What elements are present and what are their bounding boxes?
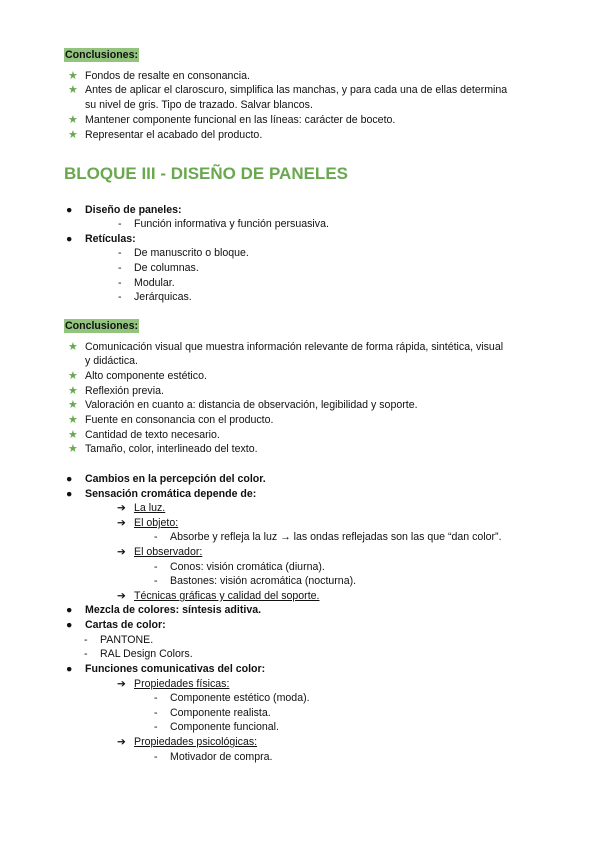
sub-item: El objeto: [134,517,179,529]
sub-item: Propiedades psicológicas: [134,736,258,748]
list-item: Funciones comunicativas del color: [85,663,266,675]
arrow-icon: ➔ [117,517,126,529]
bullet-icon: ● [66,619,73,631]
list-item: Cartas de color: [85,619,166,631]
block-title: BLOQUE III - DISEÑO DE PANELES [64,164,348,183]
sub-item: De manuscrito o bloque. [134,247,249,259]
list-item: Comunicación visual que muestra información relevante de forma rápida, sintética, visual [85,341,504,353]
star-icon: ★ [68,385,78,397]
arrow-icon: ➔ [117,736,126,748]
list-item: Fondos de resalte en consonancia. [85,70,250,82]
dash-icon: - [154,531,158,543]
sub-item: La luz. [134,502,166,514]
list-item: Representar el acabado del producto. [85,129,263,141]
list-item-continuation: y didáctica. [85,355,138,367]
list-item: Cantidad de texto necesario. [85,429,220,441]
sub-item: Modular. [134,277,175,289]
dash-icon: - [154,707,158,719]
conclusions-heading: Conclusiones: [65,49,138,61]
conclusions-heading: Conclusiones: [65,320,138,332]
dash-icon: - [118,247,122,259]
list-item: Cambios en la percepción del color. [85,473,266,485]
list-item: Retículas: [85,233,136,245]
list-item: Diseño de paneles: [85,204,182,216]
sub-item: Función informativa y función persuasiva. [134,218,329,230]
sub-sub-item: Componente estético (moda). [170,692,310,704]
sub-item: Técnicas gráficas y calidad del soporte. [134,590,320,602]
arrow-icon: ➔ [117,546,126,558]
star-icon: ★ [68,84,78,96]
sub-sub-item: Bastones: visión acromática (nocturna). [170,575,357,587]
sub-item: Propiedades físicas: [134,678,230,690]
list-item: Tamaño, color, interlineado del texto. [85,443,258,455]
list-item: Valoración en cuanto a: distancia de observación, legibilidad y soporte. [85,399,418,411]
dash-icon: - [154,561,158,573]
list-item-continuation: su nivel de gris. Tipo de trazado. Salvar blancos. [85,99,313,111]
dash-icon: - [118,277,122,289]
sub-item: PANTONE. [100,634,154,646]
bullet-icon: ● [66,204,73,216]
list-item: Reflexión previa. [85,385,164,397]
list-item: Antes de aplicar el claroscuro, simplifica las manchas, y para cada una de ellas determina [85,84,508,96]
star-icon: ★ [68,129,78,141]
star-icon: ★ [68,414,78,426]
sub-item: Jerárquicas. [134,291,192,303]
list-item: Mantener componente funcional en las líneas: carácter de boceto. [85,114,396,126]
bullet-icon: ● [66,473,73,485]
arrow-icon: ➔ [117,590,126,602]
list-item: Alto componente estético. [85,370,207,382]
list-item: Mezcla de colores: síntesis aditiva. [85,604,262,616]
star-icon: ★ [68,399,78,411]
star-icon: ★ [68,370,78,382]
list-item: Fuente en consonancia con el producto. [85,414,274,426]
dash-icon: - [84,634,88,646]
star-icon: ★ [68,341,78,353]
arrow-icon: ➔ [117,502,126,514]
dash-icon: - [154,575,158,587]
sub-sub-item: Absorbe y refleja la luz → las ondas reflejadas son las que “dan color”. [170,531,502,543]
bullet-icon: ● [66,488,73,500]
bullet-icon: ● [66,663,73,675]
dash-icon: - [154,751,158,763]
star-icon: ★ [68,429,78,441]
star-icon: ★ [68,70,78,82]
sub-item: El observador: [134,546,203,558]
dash-icon: - [118,262,122,274]
sub-sub-item: Motivador de compra. [170,751,273,763]
sub-sub-item: Conos: visión cromática (diurna). [170,561,325,573]
sub-item: De columnas. [134,262,199,274]
star-icon: ★ [68,443,78,455]
bullet-icon: ● [66,604,73,616]
dash-icon: - [154,692,158,704]
arrow-icon: ➔ [117,678,126,690]
dash-icon: - [118,291,122,303]
bullet-icon: ● [66,233,73,245]
dash-icon: - [154,721,158,733]
star-icon: ★ [68,114,78,126]
sub-item: RAL Design Colors. [100,648,193,660]
sub-sub-item: Componente funcional. [170,721,279,733]
list-item: Sensación cromática depende de: [85,488,257,500]
dash-icon: - [118,218,122,230]
dash-icon: - [84,648,88,660]
sub-sub-item: Componente realista. [170,707,271,719]
